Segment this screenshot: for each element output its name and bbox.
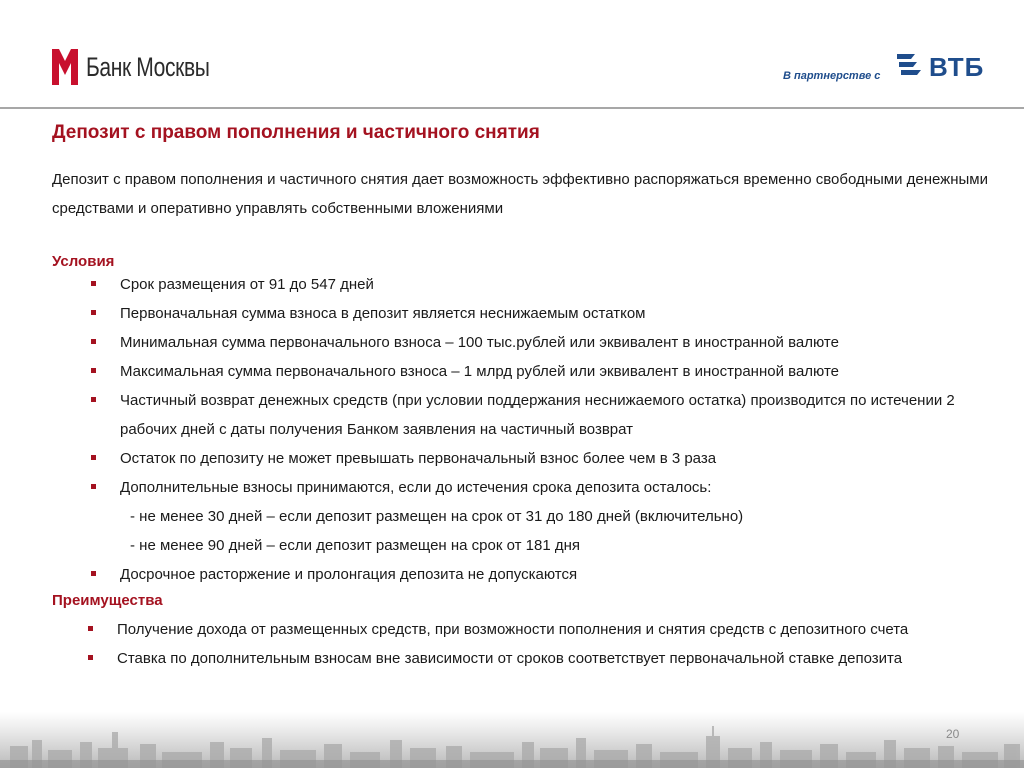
vtb-mark-icon	[895, 52, 925, 78]
sub-list-item-text: - не менее 90 дней – если депозит размещен на срок от 181 дня	[130, 537, 580, 554]
list-item-text: Дополнительные взносы принимаются, если до истечения срока депозита осталось:	[120, 479, 712, 496]
bullet-icon	[91, 281, 96, 286]
slide-title: Депозит с правом пополнения и частичного снятия	[52, 122, 540, 143]
conditions-heading: Условия	[52, 253, 115, 270]
list-item-text: Первоначальная сумма взноса в депозит является неснижаемым остатком	[120, 305, 646, 322]
list-item-text: Ставка по дополнительным взносам вне зависимости от сроков соответствует первоначальной ставке депозита	[117, 650, 903, 667]
list-item	[0, 444, 1000, 473]
bullet-icon	[88, 655, 93, 660]
list-item-text: Получение дохода от размещенных средств, при возможности пополнения и снятия средств с депозитного счета	[117, 621, 909, 638]
bullet-icon	[91, 339, 96, 344]
list-item-text: Срок размещения от 91 до 547 дней	[120, 276, 374, 293]
bullet-icon	[91, 484, 96, 489]
list-item	[0, 270, 1000, 299]
list-item	[0, 473, 1000, 502]
sub-list-item	[0, 502, 1000, 531]
sub-list-item	[0, 531, 1000, 560]
sub-list-item-text: - не менее 30 дней – если депозит размещен на срок от 31 до 180 дней (включительно)	[130, 508, 744, 525]
list-item	[0, 644, 998, 673]
vtb-logo	[895, 46, 984, 83]
partner-text: В партнерстве с	[783, 70, 881, 82]
header-divider	[0, 107, 1024, 109]
bullet-icon	[91, 310, 96, 315]
advantages-heading: Преимущества	[52, 592, 163, 609]
list-item	[0, 299, 1000, 328]
bullet-icon	[91, 455, 96, 460]
page-number: 20	[946, 727, 960, 741]
bullet-icon	[91, 368, 96, 373]
list-item	[0, 615, 998, 644]
conditions-list	[0, 270, 1000, 589]
bullet-icon	[91, 571, 96, 576]
bank-name: Банк Москвы	[86, 51, 210, 82]
skyline-image	[0, 712, 1024, 768]
partner-name: ВТБ	[929, 52, 985, 82]
intro-paragraph: Депозит с правом пополнения и частичного снятия дает возможность эффективно распоряжаться временно свободными денежными средствами и оперативно управлять собственными вложениями	[52, 171, 988, 217]
bullet-icon	[91, 397, 96, 402]
list-item	[0, 328, 1000, 357]
list-item	[0, 386, 1000, 444]
list-item-text: Досрочное расторжение и пролонгация депозита не допускаются	[120, 566, 578, 583]
bullet-icon	[88, 626, 93, 631]
list-item-text: Частичный возврат денежных средств (при условии поддержания неснижаемого остатка) производится по истечении 2 рабочих дней с даты получения Банком заявления на частичный возврат	[120, 392, 955, 438]
list-item	[0, 357, 1000, 386]
slide-header	[0, 0, 1024, 108]
list-item-text: Максимальная сумма первоначального взноса – 1 млрд рублей или эквивалент в иностранной валюте	[120, 363, 839, 380]
list-item-text: Остаток по депозиту не может превышать первоначальный взнос более чем в 3 раза	[120, 450, 717, 467]
advantages-list	[0, 615, 998, 673]
city-skyline-decoration	[0, 712, 1024, 768]
list-item-text: Минимальная сумма первоначального взноса – 100 тыс.рублей или эквивалент в иностранной валюте	[120, 334, 839, 351]
list-item	[0, 560, 1000, 589]
bank-of-moscow-logo	[52, 49, 244, 85]
bank-of-moscow-mark-icon	[52, 49, 78, 85]
